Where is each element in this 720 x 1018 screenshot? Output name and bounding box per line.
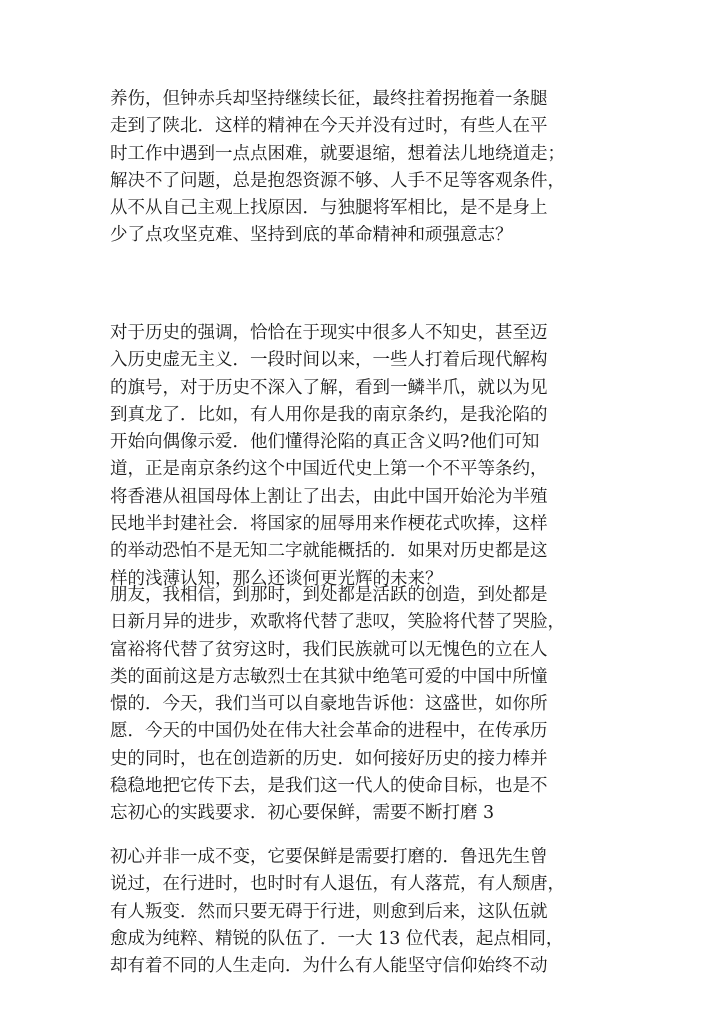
paragraph-3: 朋友，我相信，到那时，到处都是活跃的创造，到处都是 日新月异的进步，欢歌将代替了悲叹，笑脸将代替了哭脸， 富裕将代替了贫穷这时，我们民族就可以无愧色的立在人 类的面前这是方志敏烈士在其狱中绝笔可爱的中国中所憧 憬的．今天，我们当可以自豪地告诉他：这盛世，如你所 愿．今天的中国仍处在伟大社会革命的进程中，在传承历 史的同时，也在创造新的历史．如何接好历史的接力棒并 稳稳地把它传下去，是我们这一代人的使命目标，也是不 忘初心的实践要求．初心要保鲜，需要不断打磨 3 — [110, 585, 565, 824]
paragraph-2: 对于历史的强调，恰恰在于现实中很多人不知史，甚至迈 入历史虚无主义．一段时间以来，一些人打着后现代解构 的旗号，对于历史不深入了解，看到一鳞半爪，就以为见 到真龙了．比如，有人用你是我的南京条约，是我沦陷的 开始向偶像示爱．他们懂得沦陷的真正含义吗?他们可知 道，正是南京条约这个中国近代史上第一个不平等条约， 将香港从祖国母体上割让了出去，由此中国开始沦为半殖 民地半封建社会．将国家的屈辱用来作梗花式吹捧，这样 的举动恐怕不是无知二字就能概括的．如果对历史都是这 样的浅薄认知，那么还谈何更光辉的未来？ — [110, 323, 548, 589]
paragraph-4: 初心并非一成不变，它要保鲜是需要打磨的．鲁迅先生曾 说过，在行进时，也时时有人退伍，有人落荒，有人颓唐， 有人叛变．然而只要无碍于行进，则愈到后来，这队伍就 愈成为纯粹、精锐的队伍了．一大 13 位代表，起点相同， 却有着不同的人生走向．为什么有人能坚守信仰始终不动 — [110, 847, 565, 977]
paragraph-1: 养伤，但钟赤兵却坚持继续长征，最终拄着拐拖着一条腿 走到了陕北．这样的精神在今天并没有过时，有些人在平 时工作中遇到一点点困难，就要退缩，想着法儿地绕道走； 解决不了问题，总是抱怨资源不够、人手不足等客观条件， 从不从自己主观上找原因．与独腿将军相比，是不是身上 少了点攻坚克难、坚持到底的革命精神和顽强意志？ — [110, 89, 565, 246]
